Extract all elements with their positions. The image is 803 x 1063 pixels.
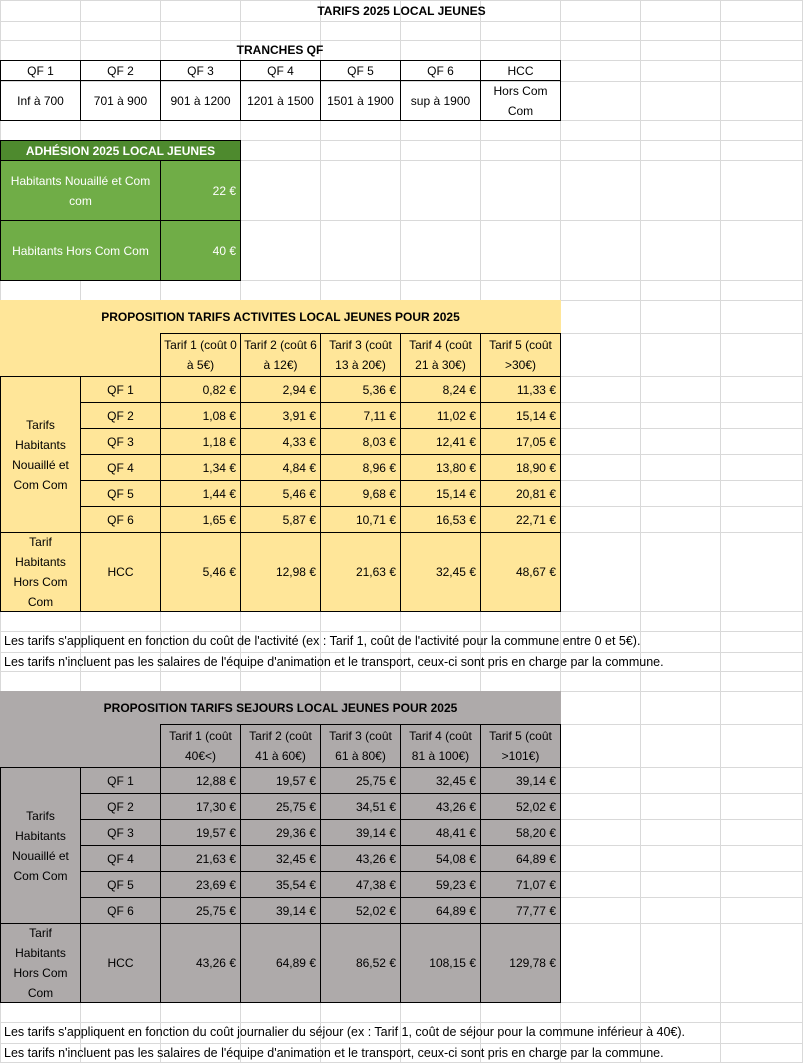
adhesion-label-nouaille: Habitants Nouaillé et Com com — [0, 160, 161, 221]
qf-label: QF 3 — [80, 428, 161, 455]
tarif-column-header: Tarif 5 (coût >30€) — [480, 333, 561, 377]
tarif-value-cell: 5,87 € — [240, 506, 321, 533]
tarif-value-cell: 8,24 € — [400, 376, 481, 403]
activites-group-label: Tarifs Habitants Nouaillé et Com Com — [0, 376, 81, 533]
tarif-value-cell: 64,89 € — [480, 845, 561, 872]
hcc-value-cell: 5,46 € — [160, 532, 241, 612]
qf-label: QF 1 — [80, 376, 161, 403]
tarif-value-cell: 71,07 € — [480, 871, 561, 898]
tarif-value-cell: 0,82 € — [160, 376, 241, 403]
tarif-value-cell: 39,14 € — [320, 819, 401, 846]
tarif-value-cell: 1,08 € — [160, 402, 241, 429]
tarif-value-cell: 19,57 € — [240, 767, 321, 794]
tarif-column-header: Tarif 1 (coût 40€<) — [160, 724, 241, 768]
tarif-value-cell: 12,88 € — [160, 767, 241, 794]
activites-title: PROPOSITION TARIFS ACTIVITES LOCAL JEUNES POUR 2025 — [0, 300, 561, 333]
qf-label: QF 5 — [80, 480, 161, 507]
hcc-value-cell: 86,52 € — [320, 923, 401, 1003]
sejours-hcc-label: Tarif Habitants Hors Com Com — [0, 923, 81, 1003]
tarif-value-cell: 39,14 € — [480, 767, 561, 794]
hcc-value-cell: 21,63 € — [320, 532, 401, 612]
tarif-value-cell: 52,02 € — [480, 793, 561, 820]
tarif-column-header: Tarif 2 (coût 6 à 12€) — [240, 333, 321, 377]
tarif-value-cell: 77,77 € — [480, 897, 561, 924]
qf-label: QF 4 — [80, 845, 161, 872]
tranches-title: TRANCHES QF — [236, 43, 324, 57]
tarif-value-cell: 1,18 € — [160, 428, 241, 455]
qf-label: QF 5 — [80, 871, 161, 898]
tarif-value-cell: 34,51 € — [320, 793, 401, 820]
tarif-value-cell: 12,41 € — [400, 428, 481, 455]
tarif-value-cell: 22,71 € — [480, 506, 561, 533]
tranche-header: QF 6 — [400, 60, 481, 81]
tarif-value-cell: 15,14 € — [400, 480, 481, 507]
tarif-value-cell: 1,65 € — [160, 506, 241, 533]
tranche-header: QF 5 — [320, 60, 401, 81]
sejours-group-label: Tarifs Habitants Nouaillé et Com Com — [0, 767, 81, 924]
hcc-value-cell: 48,67 € — [480, 532, 561, 612]
tarif-value-cell: 43,26 € — [400, 793, 481, 820]
adhesion-title: ADHÉSION 2025 LOCAL JEUNES — [0, 140, 241, 161]
qf-label: QF 2 — [80, 793, 161, 820]
tarif-value-cell: 8,96 € — [320, 454, 401, 481]
tranche-value: 901 à 1200 — [160, 80, 241, 121]
tarif-value-cell: 11,02 € — [400, 402, 481, 429]
page-title: TARIFS 2025 LOCAL JEUNES — [317, 4, 486, 18]
tarif-value-cell: 54,08 € — [400, 845, 481, 872]
hcc-qf-label: HCC — [80, 532, 161, 612]
adhesion-value-hors: 40 € — [160, 220, 241, 281]
tarif-column-header: Tarif 4 (coût 81 à 100€) — [400, 724, 481, 768]
tarif-value-cell: 35,54 € — [240, 871, 321, 898]
tarif-column-header: Tarif 5 (coût >101€) — [480, 724, 561, 768]
tarif-value-cell: 48,41 € — [400, 819, 481, 846]
tranche-value: sup à 1900 — [400, 80, 481, 121]
tarif-value-cell: 64,89 € — [400, 897, 481, 924]
tarif-value-cell: 2,94 € — [240, 376, 321, 403]
tarif-value-cell: 16,53 € — [400, 506, 481, 533]
tarif-value-cell: 32,45 € — [400, 767, 481, 794]
tarif-value-cell: 58,20 € — [480, 819, 561, 846]
qf-label: QF 6 — [80, 897, 161, 924]
tarif-value-cell: 32,45 € — [240, 845, 321, 872]
tarif-value-cell: 4,84 € — [240, 454, 321, 481]
sejours-title: PROPOSITION TARIFS SEJOURS LOCAL JEUNES POUR 2025 — [0, 691, 561, 724]
tarif-column-header: Tarif 3 (coût 61 à 80€) — [320, 724, 401, 768]
tranche-header: QF 4 — [240, 60, 321, 81]
tarif-value-cell: 47,38 € — [320, 871, 401, 898]
tarif-value-cell: 23,69 € — [160, 871, 241, 898]
sejours-note-2: Les tarifs n'incluent pas les salaires de l'équipe d'animation et le transport, ceux-ci sont pris en charge par la commune. — [4, 1046, 664, 1060]
tarif-value-cell: 1,44 € — [160, 480, 241, 507]
tarif-value-cell: 25,75 € — [240, 793, 321, 820]
hcc-value-cell: 43,26 € — [160, 923, 241, 1003]
tranche-header: HCC — [480, 60, 561, 81]
tarif-value-cell: 21,63 € — [160, 845, 241, 872]
tranche-header: QF 3 — [160, 60, 241, 81]
qf-label: QF 3 — [80, 819, 161, 846]
tarif-value-cell: 39,14 € — [240, 897, 321, 924]
tarif-value-cell: 9,68 € — [320, 480, 401, 507]
activites-hcc-label: Tarif Habitants Hors Com Com — [0, 532, 81, 612]
tarif-column-header: Tarif 1 (coût 0 à 5€) — [160, 333, 241, 377]
hcc-value-cell: 12,98 € — [240, 532, 321, 612]
tranche-value: 701 à 900 — [80, 80, 161, 121]
tarif-value-cell: 17,30 € — [160, 793, 241, 820]
tarif-value-cell: 15,14 € — [480, 402, 561, 429]
qf-label: QF 6 — [80, 506, 161, 533]
hcc-value-cell: 129,78 € — [480, 923, 561, 1003]
tarif-value-cell: 59,23 € — [400, 871, 481, 898]
tarif-value-cell: 3,91 € — [240, 402, 321, 429]
hcc-value-cell: 64,89 € — [240, 923, 321, 1003]
tarif-value-cell: 13,80 € — [400, 454, 481, 481]
hcc-qf-label: HCC — [80, 923, 161, 1003]
tarif-value-cell: 52,02 € — [320, 897, 401, 924]
tarif-column-header: Tarif 2 (coût 41 à 60€) — [240, 724, 321, 768]
tranche-value: Inf à 700 — [0, 80, 81, 121]
tarif-value-cell: 25,75 € — [320, 767, 401, 794]
tarif-value-cell: 25,75 € — [160, 897, 241, 924]
sejours-header-blank — [0, 724, 161, 767]
sejours-note-1: Les tarifs s'appliquent en fonction du coût journalier du séjour (ex : Tarif 1, coût de séjour pour la commune inférieur à 40€). — [4, 1025, 686, 1039]
tarif-value-cell: 18,90 € — [480, 454, 561, 481]
adhesion-label-hors: Habitants Hors Com Com — [0, 220, 161, 281]
tranche-value: Hors Com Com — [480, 80, 561, 121]
tranche-value: 1501 à 1900 — [320, 80, 401, 121]
tarif-value-cell: 5,46 € — [240, 480, 321, 507]
activites-header-blank — [0, 333, 161, 376]
tarif-value-cell: 4,33 € — [240, 428, 321, 455]
tarif-value-cell: 19,57 € — [160, 819, 241, 846]
hcc-value-cell: 108,15 € — [400, 923, 481, 1003]
hcc-value-cell: 32,45 € — [400, 532, 481, 612]
tarif-value-cell: 20,81 € — [480, 480, 561, 507]
activites-note-2: Les tarifs n'incluent pas les salaires de l'équipe d'animation et le transport, ceux-ci sont pris en charge par la commune. — [4, 655, 664, 669]
tarif-column-header: Tarif 4 (coût 21 à 30€) — [400, 333, 481, 377]
tarif-value-cell: 11,33 € — [480, 376, 561, 403]
qf-label: QF 1 — [80, 767, 161, 794]
adhesion-value-nouaille: 22 € — [160, 160, 241, 221]
activites-note-1: Les tarifs s'appliquent en fonction du coût de l'activité (ex : Tarif 1, coût de l'activité pour la commune entre 0 et 5€). — [4, 634, 641, 648]
tranche-header: QF 1 — [0, 60, 81, 81]
tarif-column-header: Tarif 3 (coût 13 à 20€) — [320, 333, 401, 377]
qf-label: QF 2 — [80, 402, 161, 429]
tranche-value: 1201 à 1500 — [240, 80, 321, 121]
tarif-value-cell: 5,36 € — [320, 376, 401, 403]
tarif-value-cell: 1,34 € — [160, 454, 241, 481]
tarif-value-cell: 7,11 € — [320, 402, 401, 429]
tarif-value-cell: 17,05 € — [480, 428, 561, 455]
qf-label: QF 4 — [80, 454, 161, 481]
tarif-value-cell: 29,36 € — [240, 819, 321, 846]
tarif-value-cell: 10,71 € — [320, 506, 401, 533]
tarif-value-cell: 43,26 € — [320, 845, 401, 872]
tarif-value-cell: 8,03 € — [320, 428, 401, 455]
tranche-header: QF 2 — [80, 60, 161, 81]
